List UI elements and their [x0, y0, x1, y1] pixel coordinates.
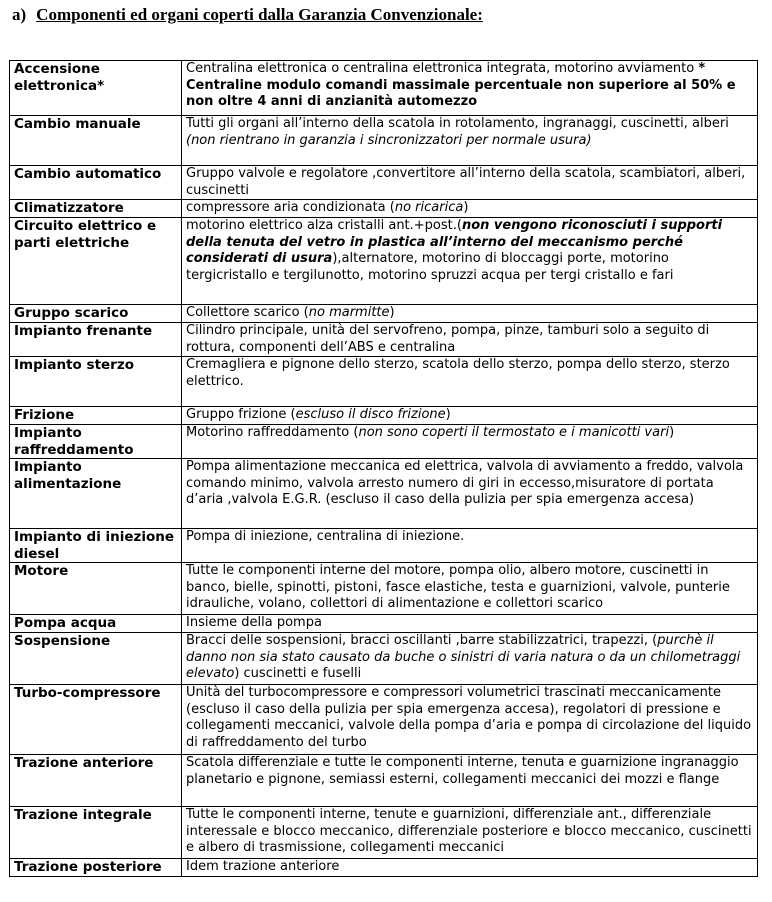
table-row	[10, 200, 758, 218]
description-text: Centralina elettronica o centralina elettronica integrata, motorino avviamento	[186, 61, 699, 76]
section-heading	[12, 5, 483, 25]
table-row	[10, 529, 758, 563]
description-cell	[182, 61, 758, 116]
coverage-table	[9, 60, 758, 877]
description-cell	[182, 459, 758, 529]
table-row	[10, 685, 758, 755]
description-cell	[182, 166, 758, 200]
table-row	[10, 357, 758, 407]
description-text: )	[463, 200, 469, 215]
description-text: non sono coperti il termostato e i manicotti vari	[358, 425, 670, 440]
component-cell: Accensione elettronica*	[10, 61, 182, 116]
component-cell: Trazione anteriore	[10, 755, 182, 807]
table-row	[10, 859, 758, 877]
description-text: Tutti gli organi all’interno della scatola in rotolamento, ingranaggi, cuscinetti, alberi	[186, 116, 729, 131]
description-text: ),alternatore, motorino di bloccaggi porte, motorino tergicristallo e tergilunotto, motorino spruzzi acqua per tergi cristallo e fari	[186, 251, 674, 283]
component-cell: Sospensione	[10, 633, 182, 685]
description-text: Cremagliera e pignone dello sterzo, scatola dello sterzo, pompa dello sterzo, sterzo elettrico.	[186, 357, 730, 389]
description-text: Bracci delle sospensioni, bracci oscillanti ,barre stabilizzatrici, trapezzi, (	[186, 633, 658, 648]
description-text: Cilindro principale, unità del servofreno, pompa, pinze, tamburi solo a seguito di rottura, componenti dell’ABS e centralina	[186, 323, 710, 355]
coverage-table-body	[10, 61, 758, 877]
table-row	[10, 633, 758, 685]
component-cell: Impianto di iniezione diesel	[10, 529, 182, 563]
description-text: ) cuscinetti e fuselli	[234, 666, 362, 681]
description-cell	[182, 615, 758, 633]
description-text: )	[445, 407, 451, 422]
description-text: * Centraline modulo comandi massimale percentuale non superiore al 50% e non oltre 4 anni di anzianità automezzo	[186, 61, 736, 109]
description-text: no marmitte	[308, 305, 390, 320]
table-row	[10, 407, 758, 425]
description-cell	[182, 357, 758, 407]
description-text: purchè il danno non sia stato causato da buche o sinistri di varia natura o da un chilometraggi elevato	[186, 633, 741, 681]
table-row	[10, 425, 758, 459]
description-text: Gruppo frizione (	[186, 407, 296, 422]
component-cell: Cambio manuale	[10, 116, 182, 166]
description-cell	[182, 633, 758, 685]
description-text: (non rientrano in garanzia i sincronizzatori per normale usura)	[186, 132, 592, 148]
section-label: a)	[12, 5, 27, 24]
component-cell: Cambio automatico	[10, 166, 182, 200]
description-text: Idem trazione anteriore	[186, 859, 340, 874]
description-text: Gruppo valvole e regolatore ,convertitore all’interno della scatola, scambiatori, alberi, cuscinetti	[186, 166, 746, 198]
component-cell: Trazione integrale	[10, 807, 182, 859]
component-cell: Impianto raffreddamento	[10, 425, 182, 459]
table-row	[10, 305, 758, 323]
description-cell	[182, 529, 758, 563]
description-cell	[182, 323, 758, 357]
table-row	[10, 459, 758, 529]
description-cell	[182, 859, 758, 877]
component-cell: Frizione	[10, 407, 182, 425]
description-text: no ricarica	[394, 200, 464, 215]
description-cell	[182, 807, 758, 859]
component-cell: Impianto sterzo	[10, 357, 182, 407]
description-cell	[182, 218, 758, 305]
section-title: Componenti ed organi coperti dalla Garanzia Convenzionale:	[36, 5, 483, 24]
component-cell: Circuito elettrico e parti elettriche	[10, 218, 182, 305]
component-cell: Climatizzatore	[10, 200, 182, 218]
component-cell: Pompa acqua	[10, 615, 182, 633]
component-cell: Motore	[10, 563, 182, 615]
component-cell: Impianto alimentazione	[10, 459, 182, 529]
table-row	[10, 166, 758, 200]
description-text: Insieme della pompa	[186, 615, 322, 630]
description-text: compressore aria condizionata (	[186, 200, 395, 215]
description-text: )	[669, 425, 675, 440]
description-cell	[182, 116, 758, 166]
description-text: Collettore scarico (	[186, 305, 309, 320]
description-cell	[182, 685, 758, 755]
description-text: Tutte le componenti interne, tenute e guarnizioni, differenziale ant., differenziale interessale e blocco meccanico, differenziale posteriore e blocco meccanico, cuscinetti e albero di trasmissione, collegamenti meccanici	[186, 807, 752, 855]
description-text: Unità del turbocompressore e compressori volumetrici trascinati meccanicamente (escluso il caso della pulizia per spia emergenza accesa), regolatori di pressione e collegamenti meccanici, valvole della pompa d’aria e pompa di circolazione del liquido di raffreddamento del turbo	[186, 685, 752, 750]
description-text: Scatola differenziale e tutte le componenti interne, tenuta e guarnizione ingranaggio planetario e pignone, semiassi esterni, collegamenti meccanici dei mozzi e flange	[186, 755, 739, 787]
description-cell	[182, 407, 758, 425]
component-cell: Gruppo scarico	[10, 305, 182, 323]
description-text: escluso il disco frizione	[295, 407, 446, 422]
description-text: motorino elettrico alza cristalli ant.+post.(	[186, 218, 462, 233]
table-row	[10, 323, 758, 357]
table-row	[10, 563, 758, 615]
table-row	[10, 61, 758, 116]
description-cell	[182, 563, 758, 615]
component-cell: Impianto frenante	[10, 323, 182, 357]
table-row	[10, 116, 758, 166]
description-text: Pompa di iniezione, centralina di iniezione.	[186, 529, 465, 544]
table-row	[10, 218, 758, 305]
table-row	[10, 755, 758, 807]
table-row	[10, 807, 758, 859]
component-cell: Trazione posteriore	[10, 859, 182, 877]
table-row	[10, 615, 758, 633]
component-cell: Turbo-compressore	[10, 685, 182, 755]
description-cell	[182, 755, 758, 807]
description-text: Tutte le componenti interne del motore, pompa olio, albero motore, cuscinetti in banco, bielle, spinotti, pistoni, fasce elastiche, testa e guarnizioni, valvole, punterie idrauliche, volano, collettori di alimentazione e collettori scarico	[186, 563, 730, 611]
description-cell	[182, 200, 758, 218]
description-text: Motorino raffreddamento (	[186, 425, 359, 440]
description-cell	[182, 305, 758, 323]
description-text: non vengono riconosciuti i supporti della tenuta del vetro in plastica all’interno del meccanismo perché considerati di usura	[186, 218, 723, 266]
description-text: )	[389, 305, 395, 320]
description-text: Pompa alimentazione meccanica ed elettrica, valvola di avviamento a freddo, valvola comando minimo, valvola arresto numero di giri in eccesso,misuratore di portata d’aria ,valvola E.G.R. (escluso il caso della pulizia per spia emergenza accesa)	[186, 459, 744, 507]
description-cell	[182, 425, 758, 459]
